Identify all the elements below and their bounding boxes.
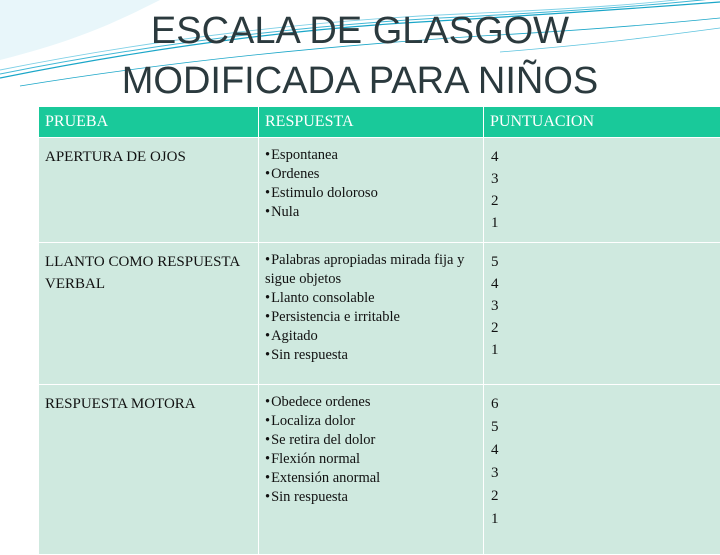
list-item: • Palabras apropiadas mirada fija y sigue objetos (265, 251, 477, 289)
slide-title (0, 6, 720, 106)
puntuacion-cell (484, 138, 720, 243)
prueba-cell: APERTURA DE OJOS (39, 138, 259, 243)
score-value: 3 (491, 462, 714, 485)
respuesta-list (265, 251, 477, 365)
prueba-cell: RESPUESTA MOTORA (39, 385, 259, 555)
puntuacion-list (490, 146, 714, 234)
score-value: 1 (491, 212, 714, 234)
score-value: 2 (491, 190, 714, 212)
list-item: • Localiza dolor (265, 412, 477, 431)
score-value: 5 (491, 416, 714, 439)
score-value: 4 (491, 146, 714, 168)
list-item: • Extensión anormal (265, 469, 477, 488)
respuesta-cell (259, 243, 484, 385)
score-value: 6 (491, 393, 714, 416)
score-value: 4 (491, 439, 714, 462)
table-header-row (39, 107, 720, 138)
respuesta-list (265, 393, 477, 507)
list-item: • Obedece ordenes (265, 393, 477, 412)
list-item: • Se retira del dolor (265, 431, 477, 450)
list-item: • Ordenes (265, 165, 477, 184)
respuesta-cell (259, 385, 484, 555)
puntuacion-cell (484, 243, 720, 385)
list-item: • Agitado (265, 327, 477, 346)
score-value: 2 (491, 317, 714, 339)
list-item: • Llanto consolable (265, 289, 477, 308)
score-value: 1 (491, 508, 714, 531)
title-line-1: ESCALA DE GLASGOW (0, 6, 720, 56)
list-item: • Flexión normal (265, 450, 477, 469)
respuesta-cell (259, 138, 484, 243)
column-header-puntuacion: PUNTUACION (484, 107, 720, 138)
respuesta-list (265, 146, 477, 222)
title-line-2: MODIFICADA PARA NIÑOS (0, 56, 720, 106)
prueba-cell: LLANTO COMO RESPUESTA VERBAL (39, 243, 259, 385)
puntuacion-list (490, 393, 714, 531)
column-header-respuesta: RESPUESTA (259, 107, 484, 138)
score-value: 4 (491, 273, 714, 295)
table-row (39, 243, 720, 385)
table-row (39, 138, 720, 243)
list-item: • Persistencia e irritable (265, 308, 477, 327)
list-item: • Nula (265, 203, 477, 222)
list-item: • Sin respuesta (265, 488, 477, 507)
score-value: 3 (491, 168, 714, 190)
puntuacion-list (490, 251, 714, 361)
table-row (39, 385, 720, 555)
list-item: • Sin respuesta (265, 346, 477, 365)
puntuacion-cell (484, 385, 720, 555)
glasgow-table (38, 106, 720, 555)
score-value: 3 (491, 295, 714, 317)
score-value: 2 (491, 485, 714, 508)
score-value: 1 (491, 339, 714, 361)
score-value: 5 (491, 251, 714, 273)
list-item: • Espontanea (265, 146, 477, 165)
list-item: • Estimulo doloroso (265, 184, 477, 203)
column-header-prueba: PRUEBA (39, 107, 259, 138)
